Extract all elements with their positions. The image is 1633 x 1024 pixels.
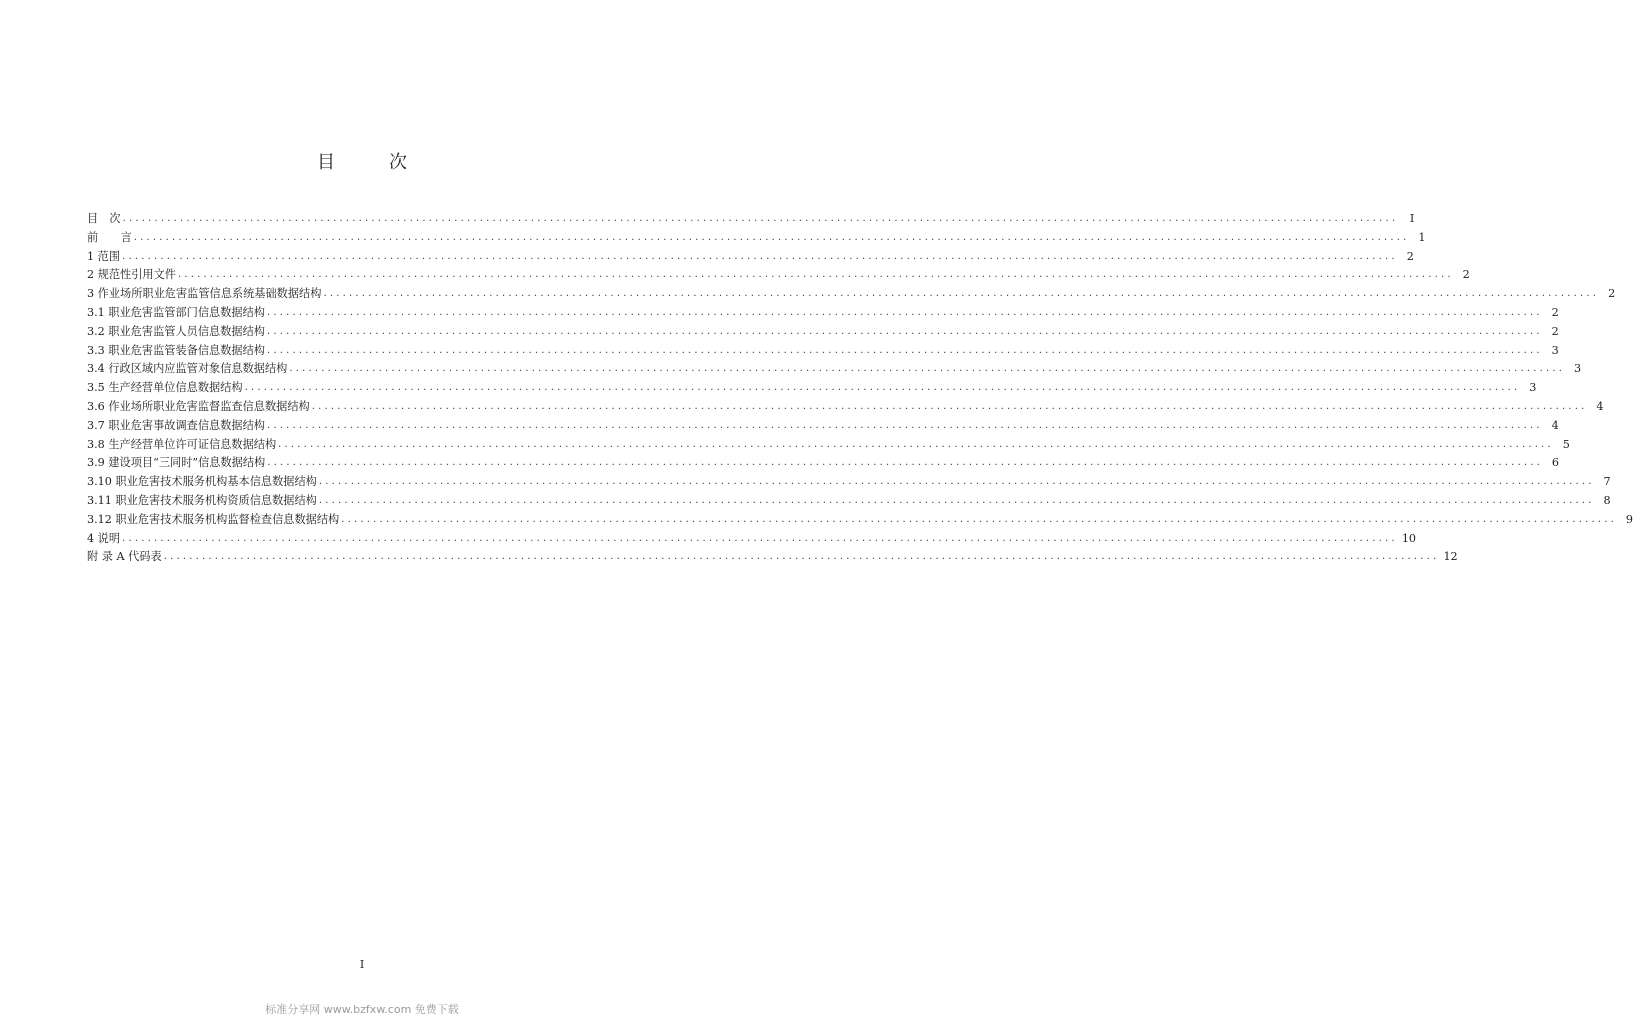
toc-dot-leader: ........................................................................................................................................................................................................ <box>163 551 1440 563</box>
toc-entry-page: 9 <box>1625 512 1633 526</box>
toc-entry[interactable] <box>87 229 1426 248</box>
toc-entry-label: 3.9 建设项目“三同时”信息数据结构 <box>87 456 266 470</box>
toc-entry-label: 3.4 行政区域内应监管对象信息数据结构 <box>87 362 288 376</box>
toc-entry-label: 目 次 <box>87 212 121 225</box>
toc-dot-leader: ........................................................................................................................................................................................................ <box>133 231 1410 243</box>
toc-dot-leader: ........................................................................................................................................................................................................ <box>266 419 1543 431</box>
toc-entry-page: 2 <box>1551 305 1559 319</box>
toc-entry-page: 8 <box>1603 493 1611 507</box>
toc-entry-page: 2 <box>1406 249 1414 263</box>
toc-dot-leader: ........................................................................................................................................................................................................ <box>244 382 1521 394</box>
toc-entry-label: 3.3 职业危害监管装备信息数据结构 <box>87 343 265 357</box>
toc-dot-leader: ........................................................................................................................................................................................................ <box>323 288 1600 300</box>
toc-entry-label: 4 说明 <box>87 531 121 545</box>
toc-entry[interactable] <box>87 285 1616 304</box>
toc-entry-label: 3.11 职业危害技术服务机构资质信息数据结构 <box>87 493 317 507</box>
table-of-contents <box>87 210 1633 567</box>
toc-entry-page: 10 <box>1401 531 1417 545</box>
toc-entry[interactable] <box>87 210 1415 229</box>
toc-entry[interactable] <box>87 360 1582 379</box>
toc-entry-page: 7 <box>1603 475 1611 489</box>
toc-entry-page: 6 <box>1551 456 1559 470</box>
toc-entry-label: 3.5 生产经营单位信息数据结构 <box>87 381 243 395</box>
toc-entry-label: 3.7 职业危害事故调查信息数据结构 <box>87 418 265 432</box>
toc-entry[interactable] <box>87 379 1537 398</box>
toc-entry-page: 12 <box>1443 550 1458 564</box>
toc-entry-label: 3.10 职业危害技术服务机构基本信息数据结构 <box>87 475 317 489</box>
toc-dot-leader: ........................................................................................................................................................................................................ <box>318 494 1595 506</box>
toc-dot-leader: ........................................................................................................................................................................................................ <box>178 269 1454 281</box>
toc-dot-leader: ........................................................................................................................................................................................................ <box>122 250 1398 262</box>
toc-entry[interactable] <box>87 530 1417 549</box>
toc-entry-page: I <box>1409 212 1415 225</box>
toc-entry[interactable] <box>87 304 1559 323</box>
toc-entry[interactable] <box>87 511 1633 530</box>
toc-dot-leader: ........................................................................................................................................................................................................ <box>266 325 1543 337</box>
toc-entry-page: 4 <box>1551 418 1559 432</box>
toc-entry-label: 3 作业场所职业危害监管信息系统基础数据结构 <box>87 287 322 301</box>
page-title: 目 次 <box>317 152 425 173</box>
toc-entry[interactable] <box>87 492 1611 511</box>
toc-dot-leader: ........................................................................................................................................................................................................ <box>122 532 1398 544</box>
toc-entry-page: 2 <box>1608 287 1616 301</box>
toc-entry-label: 3.2 职业危害监管人员信息数据结构 <box>87 324 265 338</box>
toc-entry-label: 3.6 作业场所职业危害监督监查信息数据结构 <box>87 399 310 413</box>
toc-dot-leader: ........................................................................................................................................................................................................ <box>267 457 1543 469</box>
toc-dot-leader: ........................................................................................................................................................................................................ <box>122 213 1399 224</box>
toc-dot-leader: ........................................................................................................................................................................................................ <box>278 438 1554 450</box>
toc-entry[interactable] <box>87 398 1604 417</box>
toc-entry-label: 3.8 生产经营单位许可证信息数据结构 <box>87 437 277 451</box>
toc-entry-label: 2 规范性引用文件 <box>87 268 176 282</box>
toc-entry-page: 2 <box>1551 324 1559 338</box>
toc-entry-label: 1 范围 <box>87 249 121 263</box>
toc-entry[interactable] <box>87 323 1559 342</box>
toc-dot-leader: ........................................................................................................................................................................................................ <box>266 344 1543 356</box>
toc-entry-page: 5 <box>1562 437 1570 451</box>
toc-entry[interactable] <box>87 342 1559 361</box>
toc-dot-leader: ........................................................................................................................................................................................................ <box>266 306 1543 318</box>
toc-entry-page: 3 <box>1573 362 1582 376</box>
toc-entry[interactable] <box>87 548 1458 567</box>
toc-entry-label: 附 录 A 代码表 <box>87 550 162 564</box>
toc-entry[interactable] <box>87 266 1470 285</box>
toc-entry-page: 3 <box>1551 343 1559 357</box>
toc-entry[interactable] <box>87 454 1559 473</box>
toc-dot-leader: ........................................................................................................................................................................................................ <box>341 513 1617 525</box>
toc-dot-leader: ........................................................................................................................................................................................................ <box>289 363 1566 375</box>
toc-dot-leader: ........................................................................................................................................................................................................ <box>311 400 1588 412</box>
toc-entry-label: 3.1 职业危害监管部门信息数据结构 <box>87 305 265 319</box>
page-number: I <box>359 958 365 971</box>
toc-entry[interactable] <box>87 436 1570 455</box>
toc-entry-page: 4 <box>1596 399 1604 413</box>
toc-entry-page: 2 <box>1462 268 1470 282</box>
toc-entry[interactable] <box>87 473 1611 492</box>
toc-entry[interactable] <box>87 417 1559 436</box>
toc-entry-label: 前 言 <box>87 230 132 244</box>
toc-entry-page: 1 <box>1418 230 1426 244</box>
toc-dot-leader: ........................................................................................................................................................................................................ <box>318 476 1595 488</box>
watermark-text: 标准分享网 www.bzfxw.com 免费下载 <box>265 1003 459 1016</box>
toc-entry-label: 3.12 职业危害技术服务机构监督检查信息数据结构 <box>87 512 340 526</box>
toc-entry[interactable] <box>87 248 1414 267</box>
toc-entry-page: 3 <box>1529 381 1537 395</box>
